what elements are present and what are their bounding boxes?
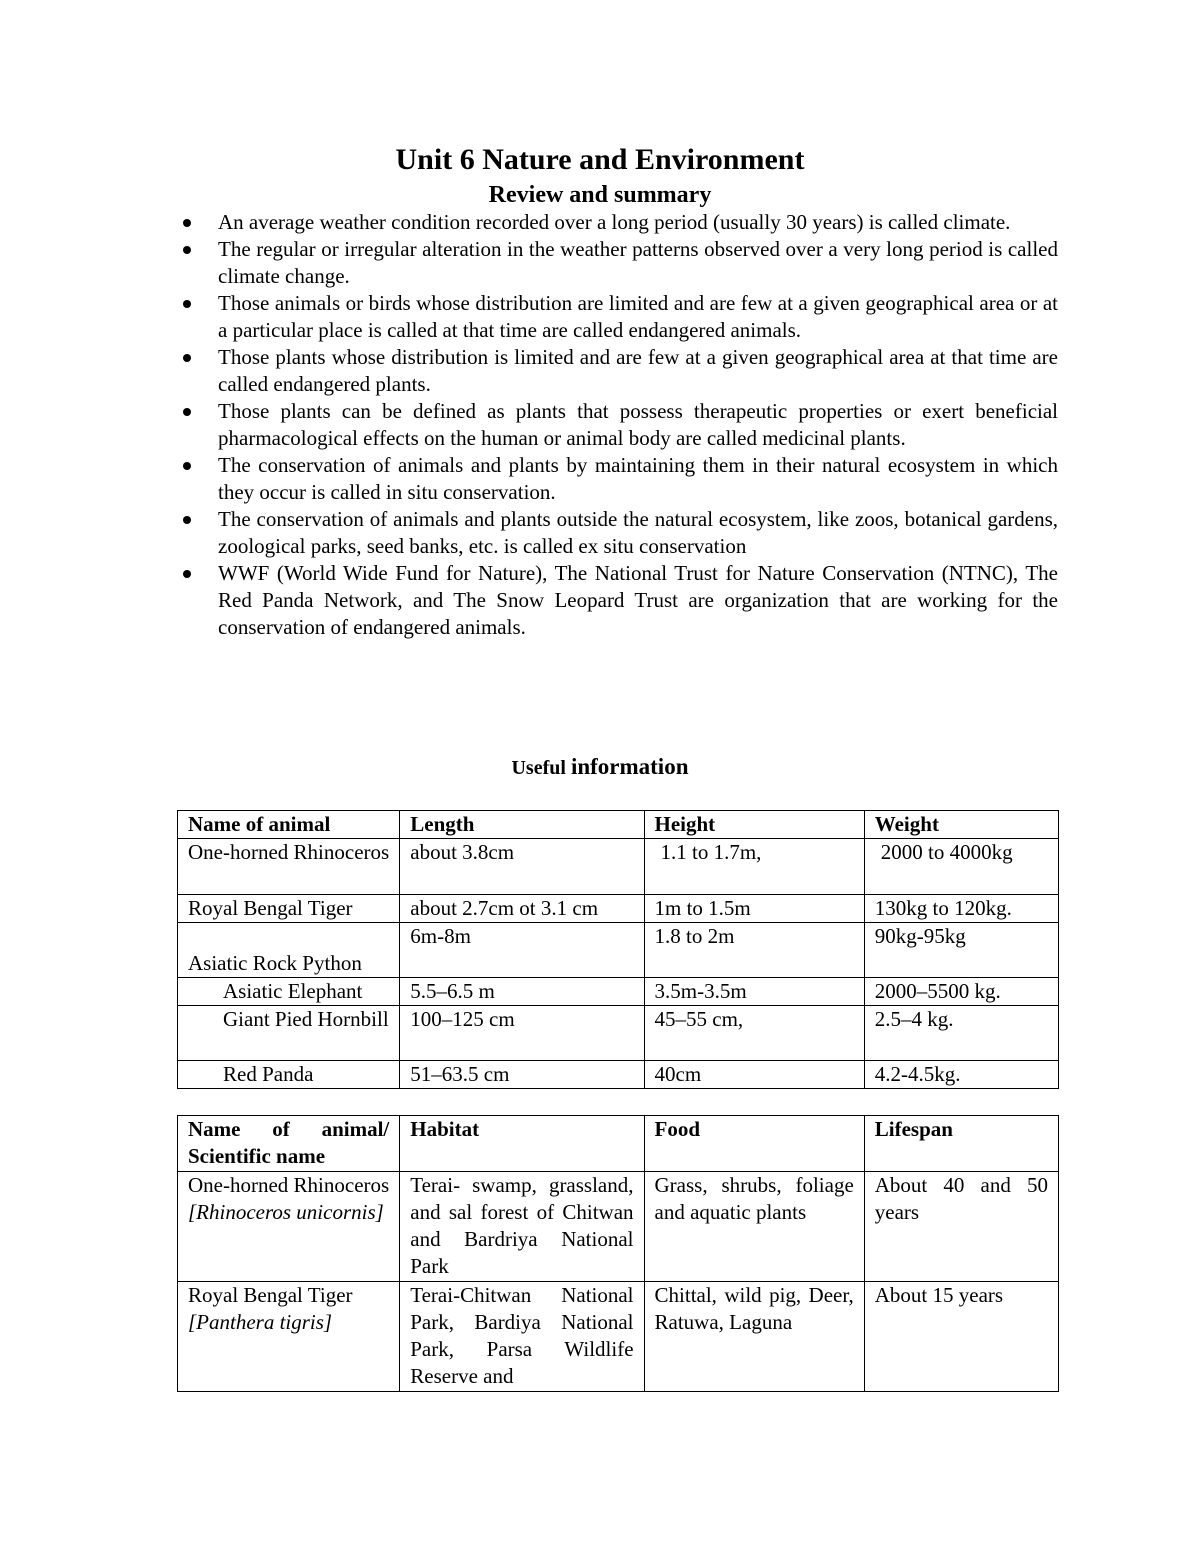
- list-item: The regular or irregular alteration in the weather patterns observed over a very long period is called climate change.: [178, 236, 1058, 290]
- bullet-icon: [183, 570, 191, 578]
- animal-habitat-table: [177, 1115, 1059, 1392]
- table-cell: 1m to 1.5m: [644, 895, 864, 923]
- table-cell: 2000–5500 kg.: [864, 978, 1058, 1006]
- table-row: [178, 839, 1059, 895]
- useful-information-heading: Useful information: [511, 754, 689, 779]
- table-cell: 40cm: [644, 1061, 864, 1089]
- bullet-icon: [183, 462, 191, 470]
- page-title: Unit 6 Nature and Environment: [395, 143, 805, 176]
- list-item: An average weather condition recorded over a long period (usually 30 years) is called climate.: [178, 209, 1058, 236]
- column-header: Habitat: [400, 1116, 644, 1172]
- table-cell: About 15 years: [864, 1282, 1058, 1392]
- table-row: [178, 895, 1059, 923]
- table-cell: about 2.7cm ot 3.1 cm: [400, 895, 644, 923]
- table-cell: [178, 1282, 400, 1392]
- list-item: WWF (World Wide Fund for Nature), The National Trust for Nature Conservation (NTNC), The Red Panda Network, and The Snow Leopard Trust are organization that are working for the conservation of endangered animals.: [178, 560, 1058, 641]
- column-header: Length: [400, 811, 644, 839]
- summary-list: [178, 209, 1058, 641]
- table-row: [178, 1006, 1059, 1061]
- table-header-row: [178, 1116, 1059, 1172]
- table-row: [178, 978, 1059, 1006]
- table-cell: about 3.8cm: [400, 839, 644, 895]
- table-cell: 6m-8m: [400, 923, 644, 978]
- scientific-name: [Panthera tigris]: [188, 1310, 333, 1334]
- column-header: Name of animal/ Scientific name: [178, 1116, 400, 1172]
- table-cell: 5.5–6.5 m: [400, 978, 644, 1006]
- column-header: Food: [644, 1116, 864, 1172]
- animal-measurements-table: [177, 810, 1059, 1089]
- table-row: [178, 1282, 1059, 1392]
- column-header: Lifespan: [864, 1116, 1058, 1172]
- table-cell: 45–55 cm,: [644, 1006, 864, 1061]
- table-cell: About 40 and 50 years: [864, 1172, 1058, 1282]
- list-item: Those plants whose distribution is limited and are few at a given geographical area at that time are called endangered plants.: [178, 344, 1058, 398]
- table-cell: 1.8 to 2m: [644, 923, 864, 978]
- animal-name: Royal Bengal Tiger: [188, 1283, 353, 1307]
- column-header: Height: [644, 811, 864, 839]
- table-row: [178, 1061, 1059, 1089]
- table-cell: One-horned Rhinoceros: [178, 839, 400, 895]
- table-row: [178, 923, 1059, 978]
- list-item: Those animals or birds whose distribution are limited and are few at a given geographical area or at a particular place is called at that time are called endangered animals.: [178, 290, 1058, 344]
- bullet-icon: [183, 300, 191, 308]
- bullet-icon: [183, 408, 191, 416]
- bullet-icon: [183, 246, 191, 254]
- table-cell: 3.5m-3.5m: [644, 978, 864, 1006]
- bullet-icon: [183, 354, 191, 362]
- table-cell: 2000 to 4000kg: [864, 839, 1058, 895]
- table-cell: [178, 1172, 400, 1282]
- table-cell: Giant Pied Hornbill: [178, 1006, 400, 1061]
- table-cell: Asiatic Rock Python: [178, 923, 400, 978]
- table-cell: 51–63.5 cm: [400, 1061, 644, 1089]
- table-cell: 4.2-4.5kg.: [864, 1061, 1058, 1089]
- section-subtitle: Review and summary: [488, 182, 712, 208]
- list-item: The conservation of animals and plants by maintaining them in their natural ecosystem in which they occur is called in situ conservation.: [178, 452, 1058, 506]
- table-cell: Terai-Chitwan National Park, Bardiya National Park, Parsa Wildlife Reserve and: [400, 1282, 644, 1392]
- bullet-icon: [183, 516, 191, 524]
- bullet-icon: [183, 219, 191, 227]
- table-cell: 2.5–4 kg.: [864, 1006, 1058, 1061]
- table-cell: Terai- swamp, grassland, and sal forest of Chitwan and Bardriya National Park: [400, 1172, 644, 1282]
- table-cell: Chittal, wild pig, Deer, Ratuwa, Laguna: [644, 1282, 864, 1392]
- table-cell: 1.1 to 1.7m,: [644, 839, 864, 895]
- table-cell: 100–125 cm: [400, 1006, 644, 1061]
- list-item: The conservation of animals and plants outside the natural ecosystem, like zoos, botanical gardens, zoological parks, seed banks, etc. is called ex situ conservation: [178, 506, 1058, 560]
- table-row: [178, 1172, 1059, 1282]
- scientific-name: [Rhinoceros unicornis]: [188, 1200, 384, 1224]
- table-cell: Asiatic Elephant: [178, 978, 400, 1006]
- table-cell: 130kg to 120kg.: [864, 895, 1058, 923]
- table-header-row: [178, 811, 1059, 839]
- table-cell: Red Panda: [178, 1061, 400, 1089]
- table-cell: Grass, shrubs, foliage and aquatic plants: [644, 1172, 864, 1282]
- column-header: Name of animal: [178, 811, 400, 839]
- column-header: Weight: [864, 811, 1058, 839]
- animal-name: One-horned Rhinoceros: [188, 1173, 390, 1197]
- table-cell: 90kg-95kg: [864, 923, 1058, 978]
- list-item: Those plants can be defined as plants that possess therapeutic properties or exert beneficial pharmacological effects on the human or animal body are called medicinal plants.: [178, 398, 1058, 452]
- table-cell: Royal Bengal Tiger: [178, 895, 400, 923]
